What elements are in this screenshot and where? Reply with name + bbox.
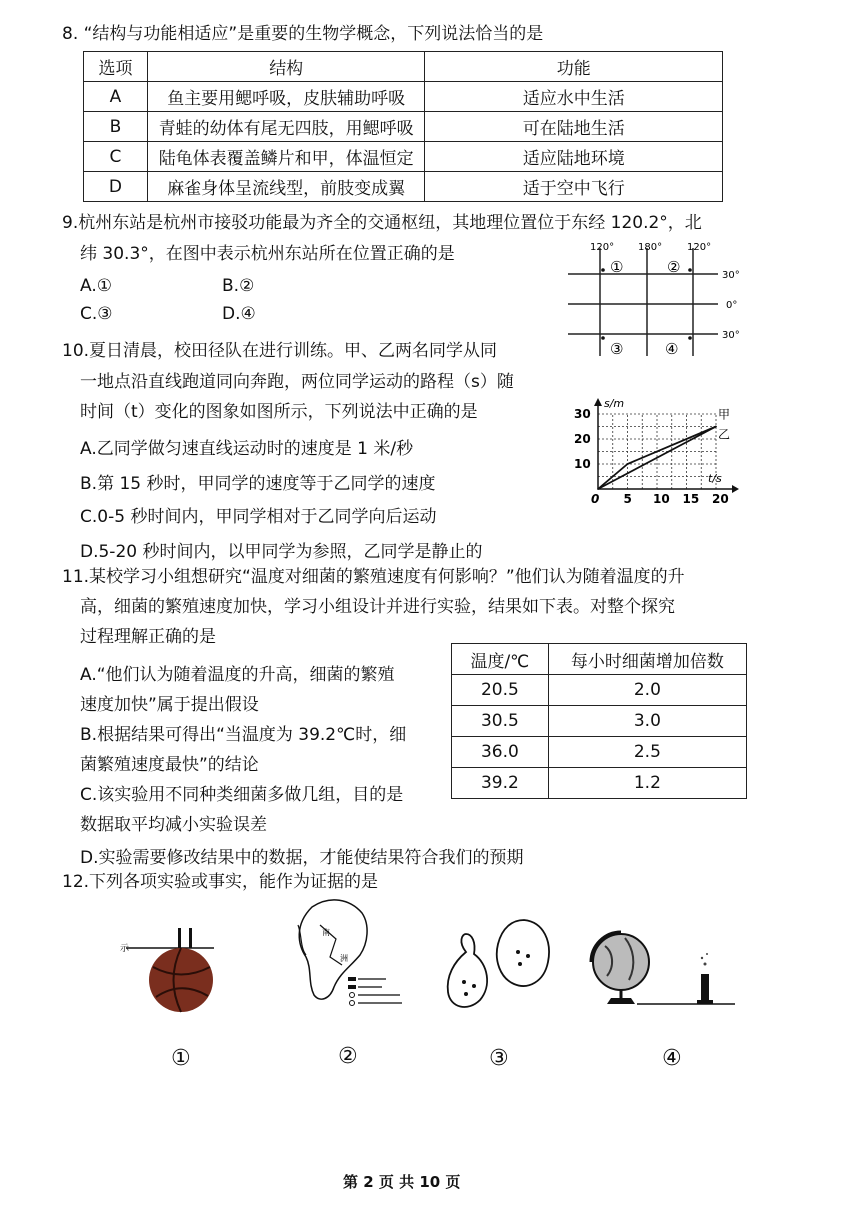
- x-tick-label: 5: [623, 492, 632, 506]
- flame-dot: [701, 957, 703, 959]
- globe-icon: [593, 934, 649, 990]
- q10-line2: 一地点沿直线跑道同向奔跑，两位同学运动的路程（s）随: [80, 372, 514, 392]
- seed-dot: [516, 950, 520, 954]
- q9-stem-line2: 纬 30.3°，在图中表示杭州东站所在位置正确的是: [80, 244, 455, 264]
- q10-line3: 时间（t）变化的图象如图所示，下列说法中正确的是: [80, 402, 478, 422]
- table-cell: 麻雀身体呈流线型，前肢变成翼: [147, 172, 425, 202]
- longitude-label: 120°: [590, 242, 615, 253]
- table-row: [84, 112, 723, 142]
- table-cell: C: [84, 142, 148, 172]
- globe-base: [607, 998, 635, 1004]
- legend-swatch: [348, 977, 356, 981]
- candle-base: [697, 1000, 713, 1004]
- table-row: [84, 172, 723, 202]
- y-tick-label: 20: [574, 432, 591, 446]
- series-name-label: 乙: [718, 427, 731, 442]
- x-tick-label: 10: [653, 492, 670, 506]
- q9-option-b[interactable]: B.②: [222, 276, 255, 296]
- table-header: 结构: [147, 52, 425, 82]
- table-row: [452, 706, 747, 737]
- candle-icon: [701, 974, 709, 1002]
- latitude-label: 0°: [726, 300, 738, 311]
- q11-line3: 过程理解正确的是: [80, 627, 216, 647]
- seed-dot: [526, 954, 530, 958]
- q12-stem: 12.下列各项实验或事实，能作为证据的是: [62, 872, 379, 892]
- longitude-label: 180°: [638, 242, 663, 253]
- table-row: [84, 142, 723, 172]
- seed-dot: [518, 962, 522, 966]
- table-cell: 适于空中飞行: [425, 172, 723, 202]
- table-cell: A: [84, 82, 148, 112]
- table-cell: 3.0: [548, 706, 746, 737]
- table-cell: 36.0: [452, 737, 549, 768]
- q11-line2: 高，细菌的繁殖速度加快，学习小组设计并进行实验，结果如下表。对整个探究: [80, 597, 675, 617]
- table-row: [452, 675, 747, 706]
- page-number: 第 2 页 共 10 页: [343, 1173, 461, 1191]
- series-point: [715, 426, 717, 428]
- x-tick-label: 15: [682, 492, 700, 506]
- basketball-icon: [149, 948, 213, 1012]
- y-axis-arrow: [594, 398, 602, 406]
- x-tick-label: 20: [712, 492, 729, 506]
- q11-option-d[interactable]: D.实验需要修改结果中的数据，才能使结果符合我们的预期: [80, 848, 524, 868]
- table-cell: 陆龟体表覆盖鳞片和甲，体温恒定: [147, 142, 425, 172]
- q12-label-3: ③: [489, 1046, 509, 1071]
- table-header: 选项: [84, 52, 148, 82]
- q10-line1: 10.夏日清晨，校田径队在进行训练。甲、乙两名同学从同: [62, 341, 498, 361]
- legend-swatch: [348, 985, 356, 989]
- gourd-icon: [448, 934, 487, 1007]
- table-row: [452, 737, 747, 768]
- sign-glyph: 示: [120, 944, 130, 954]
- location-dot: [688, 336, 692, 340]
- table-header-row: [84, 52, 723, 82]
- q12-label-2: ②: [338, 1044, 358, 1069]
- q11-line1: 11.某校学习小组想研究“温度对细菌的繁殖速度有何影响？”他们认为随着温度的升: [62, 567, 685, 587]
- legend-swatch: [350, 1001, 355, 1006]
- table-cell: 20.5: [452, 675, 549, 706]
- flame-dot: [704, 963, 707, 966]
- table-cell: 1.2: [548, 768, 746, 799]
- x-axis-label: t/s: [708, 472, 722, 485]
- q10-option-b[interactable]: B.第 15 秒时，甲同学的速度等于乙同学的速度: [80, 474, 436, 494]
- marker-2: ②: [667, 258, 681, 276]
- table-cell: 39.2: [452, 768, 549, 799]
- latitude-label: 30°: [722, 270, 740, 281]
- q9-grid-figure: [560, 238, 760, 358]
- q11-option-b-line1[interactable]: B.根据结果可得出“当温度为 39.2℃时，细: [80, 725, 407, 745]
- table-cell: 2.5: [548, 737, 746, 768]
- seed-dot: [464, 992, 468, 996]
- q10-motion-chart: [572, 396, 752, 514]
- q11-option-a-line1[interactable]: A.“他们认为随着温度的升高，细菌的繁殖: [80, 665, 395, 685]
- y-axis-label: s/m: [604, 397, 625, 410]
- table-header: 温度/℃: [452, 644, 549, 675]
- y-tick-label: 10: [574, 457, 591, 471]
- legend-swatch: [350, 993, 355, 998]
- table-cell: B: [84, 112, 148, 142]
- table-cell: D: [84, 172, 148, 202]
- table-row: [452, 768, 747, 799]
- q8-table: [83, 51, 723, 202]
- q12-figure-4-globe[interactable]: [585, 918, 745, 1018]
- table-cell: 2.0: [548, 675, 746, 706]
- pin-icon: [189, 928, 192, 948]
- q11-option-c-line1[interactable]: C.该实验用不同种类细菌多做几组，目的是: [80, 785, 404, 805]
- q12-figure-2-map[interactable]: [290, 895, 410, 1013]
- q12-figure-3-fruits[interactable]: [440, 912, 560, 1022]
- table-cell: 可在陆地生活: [425, 112, 723, 142]
- q11-option-c-line2: 数据取平均减小实验误差: [80, 815, 267, 835]
- table-header: 每小时细菌增加倍数: [548, 644, 746, 675]
- q9-stem-line1: 9.杭州东站是杭州市接驳功能最为齐全的交通枢纽，其地理位置位于东经 120.2°，北: [62, 213, 702, 233]
- latitude-label: 30°: [722, 330, 740, 341]
- map-label: 南: [322, 928, 330, 937]
- location-dot: [601, 268, 605, 272]
- continent-outline-icon: [299, 900, 367, 999]
- table-cell: 30.5: [452, 706, 549, 737]
- q8-stem: 8. “结构与功能相适应”是重要的生物学概念，下列说法恰当的是: [62, 24, 544, 44]
- fruit-icon: [497, 920, 549, 986]
- q12-label-1: ①: [171, 1046, 191, 1071]
- pin-icon: [178, 928, 181, 948]
- seed-dot: [472, 984, 476, 988]
- table-header-row: [452, 644, 747, 675]
- x-axis-arrow: [732, 485, 739, 493]
- q11-table: [451, 643, 747, 799]
- map-label: 洲: [340, 954, 348, 963]
- table-cell: 适应水中生活: [425, 82, 723, 112]
- q10-option-c[interactable]: C.0-5 秒时间内，甲同学相对于乙同学向后运动: [80, 507, 437, 527]
- q12-figure-1-ball[interactable]: [118, 922, 228, 1014]
- table-cell: 鱼主要用鳃呼吸，皮肤辅助呼吸: [147, 82, 425, 112]
- q11-option-b-line2: 菌繁殖速度最快”的结论: [80, 755, 259, 775]
- q9-option-a[interactable]: A.①: [80, 276, 112, 296]
- marker-1: ①: [610, 258, 624, 276]
- longitude-label: 120°: [687, 242, 712, 253]
- table-cell: 适应陆地环境: [425, 142, 723, 172]
- marker-4: ④: [665, 340, 679, 358]
- table-header: 功能: [425, 52, 723, 82]
- location-dot: [688, 268, 692, 272]
- q10-option-a[interactable]: A.乙同学做匀速直线运动时的速度是 1 米/秒: [80, 439, 414, 459]
- table-row: [84, 82, 723, 112]
- location-dot: [601, 336, 605, 340]
- table-cell: 青蛙的幼体有尾无四肢，用鳃呼吸: [147, 112, 425, 142]
- origin-label: 0: [591, 492, 600, 506]
- series-point: [627, 463, 629, 465]
- q9-option-c[interactable]: C.③: [80, 304, 113, 324]
- flame-dot: [706, 953, 708, 955]
- q10-option-d[interactable]: D.5-20 秒时间内，以甲同学为参照，乙同学是静止的: [80, 542, 483, 562]
- q9-option-d[interactable]: D.④: [222, 304, 256, 324]
- q11-option-a-line2: 速度加快”属于提出假设: [80, 695, 259, 715]
- marker-3: ③: [610, 340, 624, 358]
- seed-dot: [462, 980, 466, 984]
- q12-label-4: ④: [662, 1046, 682, 1071]
- y-tick-label: 30: [574, 407, 591, 421]
- series-name-label: 甲: [718, 407, 731, 422]
